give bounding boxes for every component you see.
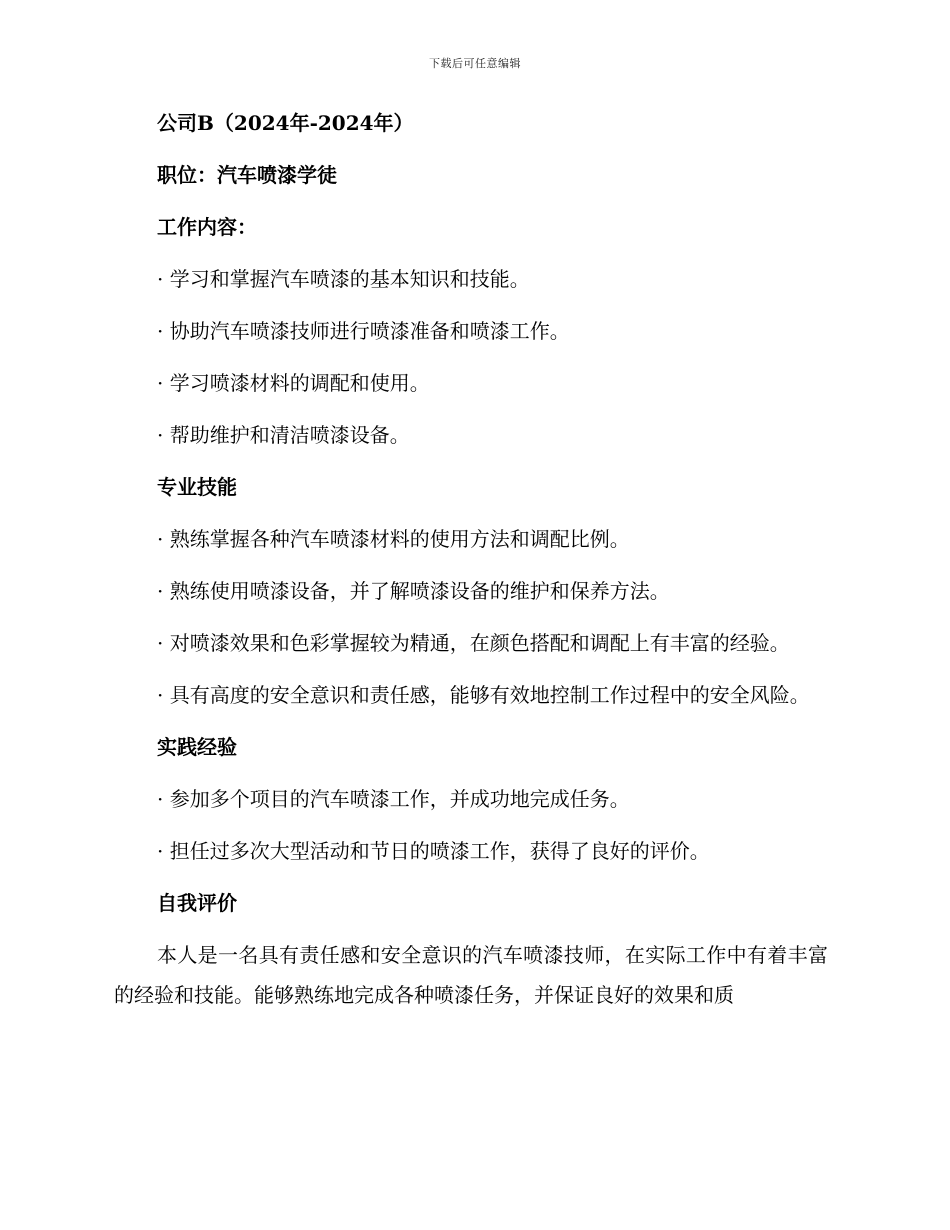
self-eval-paragraph: 本人是一名具有责任感和安全意识的汽车喷漆技师，在实际工作中有着丰富的经验和技能。能够熟练地完成各种喷漆任务，并保证良好的效果和质: [114, 943, 828, 1007]
practice-heading: 实践经验: [157, 735, 237, 759]
skills-heading: 专业技能: [157, 475, 237, 499]
skill-item: · 熟练掌握各种汽车喷漆材料的使用方法和调配比例。: [157, 527, 630, 551]
self-eval-heading: 自我评价: [157, 891, 237, 915]
work-item: · 协助汽车喷漆技师进行喷漆准备和喷漆工作。: [157, 319, 570, 343]
practice-item: · 担任过多次大型活动和节日的喷漆工作，获得了良好的评价。: [157, 839, 710, 863]
skill-item: · 具有高度的安全意识和责任感，能够有效地控制工作过程中的安全风险。: [157, 683, 810, 707]
work-item: · 学习喷漆材料的调配和使用。: [157, 371, 430, 395]
company-title: 公司B（2024年-2024年）: [157, 111, 414, 135]
work-item: · 学习和掌握汽车喷漆的基本知识和技能。: [157, 267, 530, 291]
resume-content: [114, 110, 828, 1041]
page-header-note: 下载后可任意编辑: [429, 57, 521, 70]
work-item: · 帮助维护和清洁喷漆设备。: [157, 423, 410, 447]
skill-item: · 对喷漆效果和色彩掌握较为精通，在颜色搭配和调配上有丰富的经验。: [157, 631, 790, 655]
practice-item: · 参加多个项目的汽车喷漆工作，并成功地完成任务。: [157, 787, 630, 811]
work-heading: 工作内容：: [157, 215, 257, 239]
position-title: 职位：汽车喷漆学徒: [157, 163, 337, 187]
skill-item: · 熟练使用喷漆设备，并了解喷漆设备的维护和保养方法。: [157, 579, 670, 603]
